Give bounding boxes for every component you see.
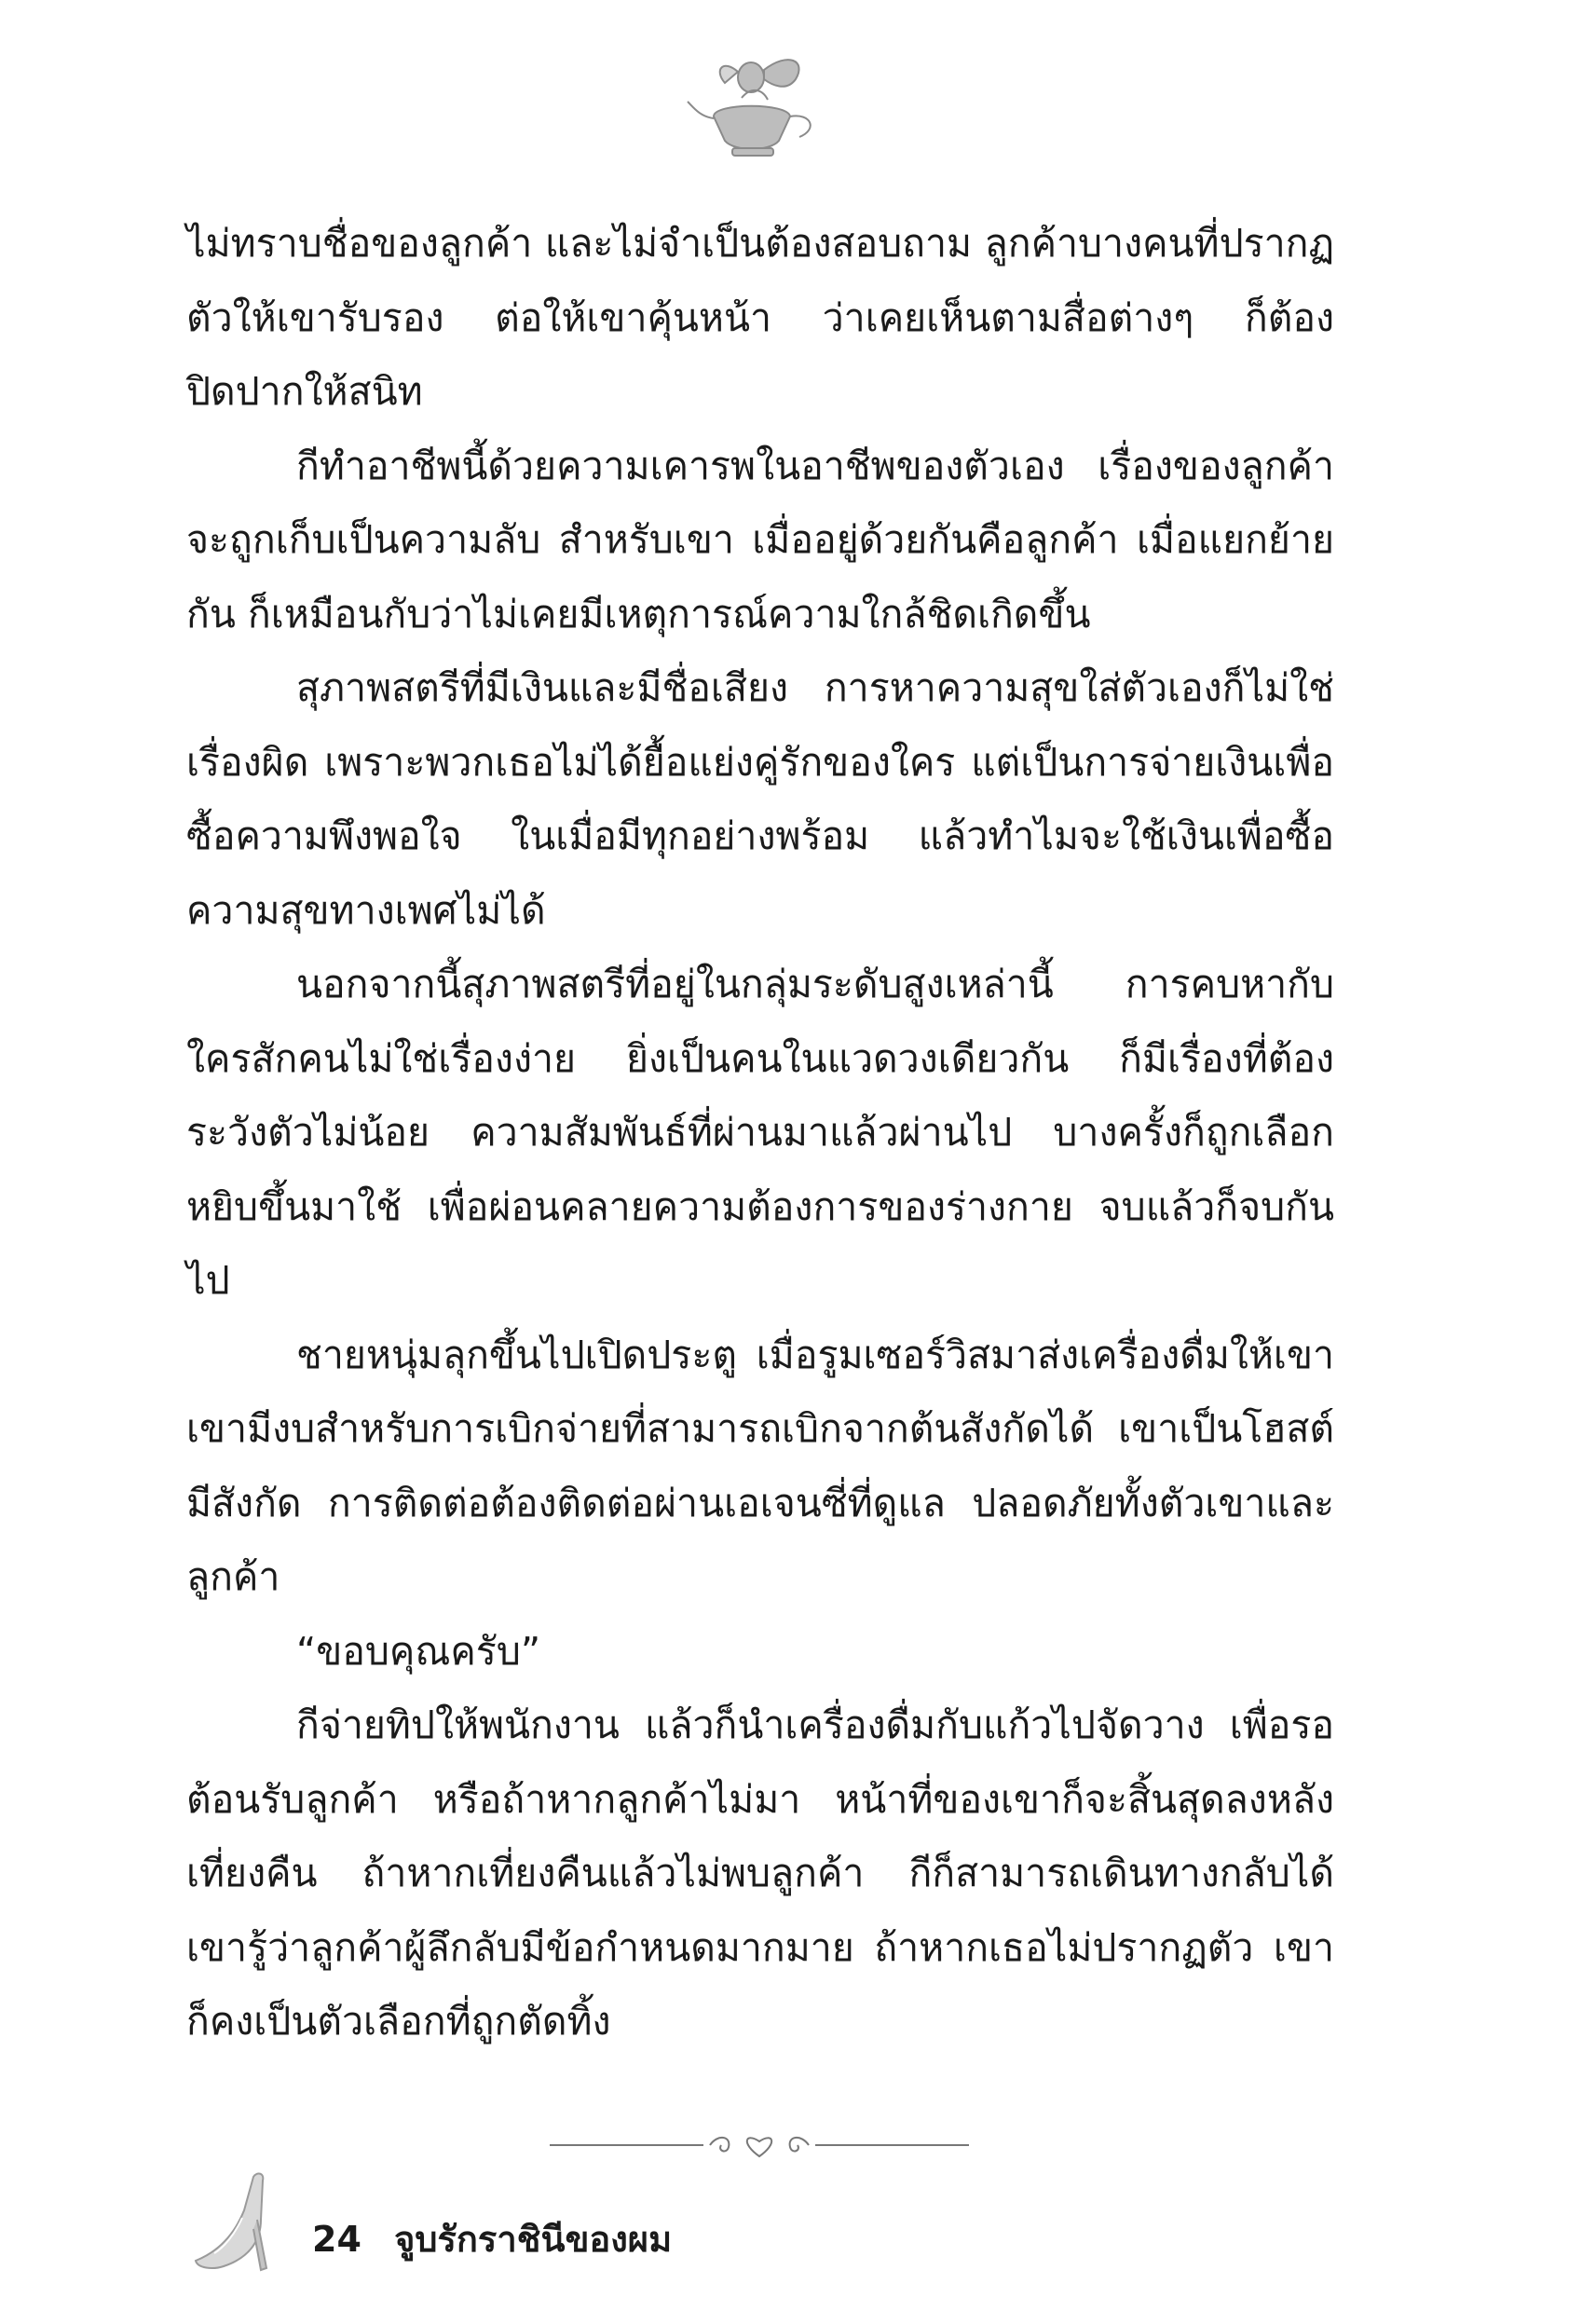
paragraph: ชายหนุ่มลุกขึ้นไปเปิดประตู เมื่อรูมเซอร์วิสมาส่งเครื่องดื่มให้เขา เขามีงบสำหรับการเบิกจ่ายที่สามารถเบิกจากต้นสังกัดได้ เขาเป็นโฮสต์มีสังกัด การติดต่อต้องติดต่อผ่านเอเจนซี่ที่ดูแล ปลอดภัยทั้งตัวเขาและลูกค้า: [186, 1332, 1334, 1599]
book-title: จูบรักราชินีของผม: [394, 2219, 673, 2260]
glass-slipper-icon: [186, 2164, 280, 2276]
heart-scroll-divider-icon: [550, 2126, 969, 2164]
page-footer: [312, 2210, 672, 2267]
paragraph: นอกจากนี้สุภาพสตรีที่อยู่ในกลุ่มระดับสูงเหล่านี้ การคบหากับใครสักคนไม่ใช่เรื่องง่าย ยิ่งเป็นคนในแวดวงเดียวกัน ก็มีเรื่องที่ต้องระวังตัวไม่น้อย ความสัมพันธ์ที่ผ่านมาแล้วผ่านไป บางครั้งก็ถูกเลือกหยิบขึ้นมาใช้ เพื่อผ่อนคลายความต้องการของร่างกาย จบแล้วก็จบกันไป: [186, 962, 1334, 1303]
paragraph: กีจ่ายทิปให้พนักงาน แล้วก็นำเครื่องดื่มกับแก้วไปจัดวาง เพื่อรอต้อนรับลูกค้า หรือถ้าหากลูกค้าไม่มา หน้าที่ของเขาก็จะสิ้นสุดลงหลังเที่ยงคืน ถ้าหากเที่ยงคืนแล้วไม่พบลูกค้า กีก็สามารถเดินทางกลับได้ เขารู้ว่าลูกค้าผู้ลึกลับมีข้อกำหนดมากมาย ถ้าหากเธอไม่ปรากฏตัว เขาก็คงเป็นตัวเลือกที่ถูกตัดทิ้ง: [186, 1702, 1334, 2044]
cupid-lamp-ornament-icon: [686, 51, 825, 163]
page-number: 24: [312, 2219, 361, 2260]
paragraph: กีทำอาชีพนี้ด้วยความเคารพในอาชีพของตัวเอง เรื่องของลูกค้าจะถูกเก็บเป็นความลับ สำหรับเขา เมื่ออยู่ด้วยกันคือลูกค้า เมื่อแยกย้ายกัน ก็เหมือนกับว่าไม่เคยมีเหตุการณ์ความใกล้ชิดเกิดขึ้น: [186, 443, 1334, 636]
paragraph: สุภาพสตรีที่มีเงินและมีชื่อเสียง การหาความสุขใส่ตัวเองก็ไม่ใช่เรื่องผิด เพราะพวกเธอไม่ได้ยื้อแย่งคู่รักของใคร แต่เป็นการจ่ายเงินเพื่อซื้อความพึงพอใจ ในเมื่อมีทุกอย่างพร้อม แล้วทำไมจะใช้เงินเพื่อซื้อความสุขทางเพศไม่ได้: [186, 665, 1334, 933]
body-text: [186, 207, 1334, 2059]
paragraph: “ขอบคุณครับ”: [296, 1628, 541, 1674]
paragraph: ไม่ทราบชื่อของลูกค้า และไม่จำเป็นต้องสอบถาม ลูกค้าบางคนที่ปรากฏตัวให้เขารับรอง ต่อให้เขาคุ้นหน้า ว่าเคยเห็นตามสื่อต่างๆ ก็ต้องปิดปากให้สนิท: [186, 221, 1334, 414]
